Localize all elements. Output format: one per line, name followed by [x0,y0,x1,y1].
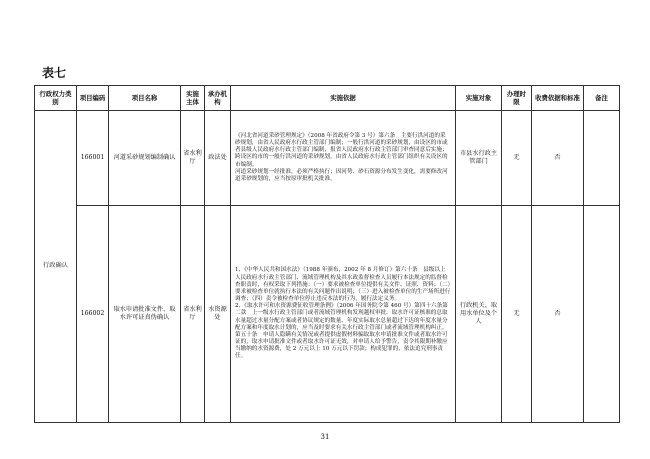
name-cell: 河道采砂规划编制确认 [109,111,181,206]
fee-cell: 否 [532,111,584,206]
basis-cell [231,111,456,206]
col-header-basis: 实施依据 [231,86,456,111]
col-header-category: 行政权力类别 [35,86,77,111]
target-cell: 市县水行政主管部门 [456,111,502,206]
basis-paragraph: 1、《中华人民共和国水法》（1988 年颁布，2002 年 8 月修订）第六十条 县级以上人民政府水行政主管部门、流域管理机构及其水政监督检查人员履行本法规定的监督检查职责时，有权采取下列措施：（一）要求被检查单位提供有关文件、证照、资料；（二）要求被检查单位就执行本法的有关问题作出说明；（三）进入被检查单位的生产场所进行调查；（四）责令被检查单位停止违反本法的行为，履行法定义务。 [235,267,451,303]
office-cell: 水资源处 [205,206,231,423]
basis-paragraph: 《河北省河道采砂管理规定》（2008 年省政府令第 3 号）第六条 主要行洪河道的采砂规划，由省人民政府水行政主管部门编制；一般行洪河道的采砂规划，由设区的市或者县级人民政府水行政主管部门编制，报省人民政府水行政主管部门审查同意后实施；跨设区的市的一般行洪河道的采砂规划，由省人民政府水行政主管部门组织有关设区的市编制。 [235,132,448,168]
name-cell: 取水申请批准文件、取水许可证真伪确认 [109,206,181,423]
fee-cell: 否 [532,206,584,423]
table-row [35,206,620,423]
category-cell: 行政确认 [35,111,77,423]
power-table [34,85,620,423]
office-cell: 政法处 [205,111,231,206]
header-row [35,86,620,111]
table-heading: 表七 [42,66,67,80]
col-header-limit: 办理时限 [502,86,532,111]
code-cell: 166002 [77,206,109,423]
limit-cell: 无 [502,111,532,206]
note-cell [584,206,620,423]
col-header-fee: 收费依据和标准 [532,86,584,111]
col-header-code: 项目编码 [77,86,109,111]
col-header-target: 实施对象 [456,86,502,111]
basis-paragraph: 第五十条 申请人隐瞒有关情况或者提供虚假材料骗取取水申请批准文件或者取水许可证的，取水申请批准文件或者取水许可证无效，对申请人给予警告，责令其限期补缴应当缴纳的水资源费，处 2 万元以上 10 万元以下罚款；构成犯罪的，依法追究刑事责任。 [235,331,448,360]
col-header-subject: 实施主体 [181,86,205,111]
page-number: 31 [320,433,330,441]
note-cell [584,111,620,206]
basis-paragraph: 河道采砂规划一经批准，必须严格执行；因河势、砂石资源分布发生变化，需要修改河道采砂规划的，应当按原审批机关批准。 [235,168,448,182]
basis-cell [231,206,456,423]
table-row [35,111,620,206]
subject-cell: 省水利厅 [181,111,205,206]
col-header-office: 承办机构 [205,86,231,111]
basis-paragraph: 2、《取水许可和水资源费征收管理条例》（2006 年国务院令第 460 号）第四十六条第二款 上一级水行政主管部门或者流域管理机构发现越权审批、取水许可证核准的总取水量超过水量分配方案或者协议规定的数量、年度实际取水总量超过下达的年度水量分配方案和年度取水计划的，应当及时要求有关水行政主管部门或者流域管理机构纠正。 [235,303,448,331]
code-cell: 166001 [77,111,109,206]
col-header-name: 项目名称 [109,86,181,111]
limit-cell: 无 [502,206,532,423]
col-header-note: 备注 [584,86,620,111]
subject-cell: 省水利厅 [181,206,205,423]
target-cell: 行政机关、取用水单位及个人 [456,206,502,423]
